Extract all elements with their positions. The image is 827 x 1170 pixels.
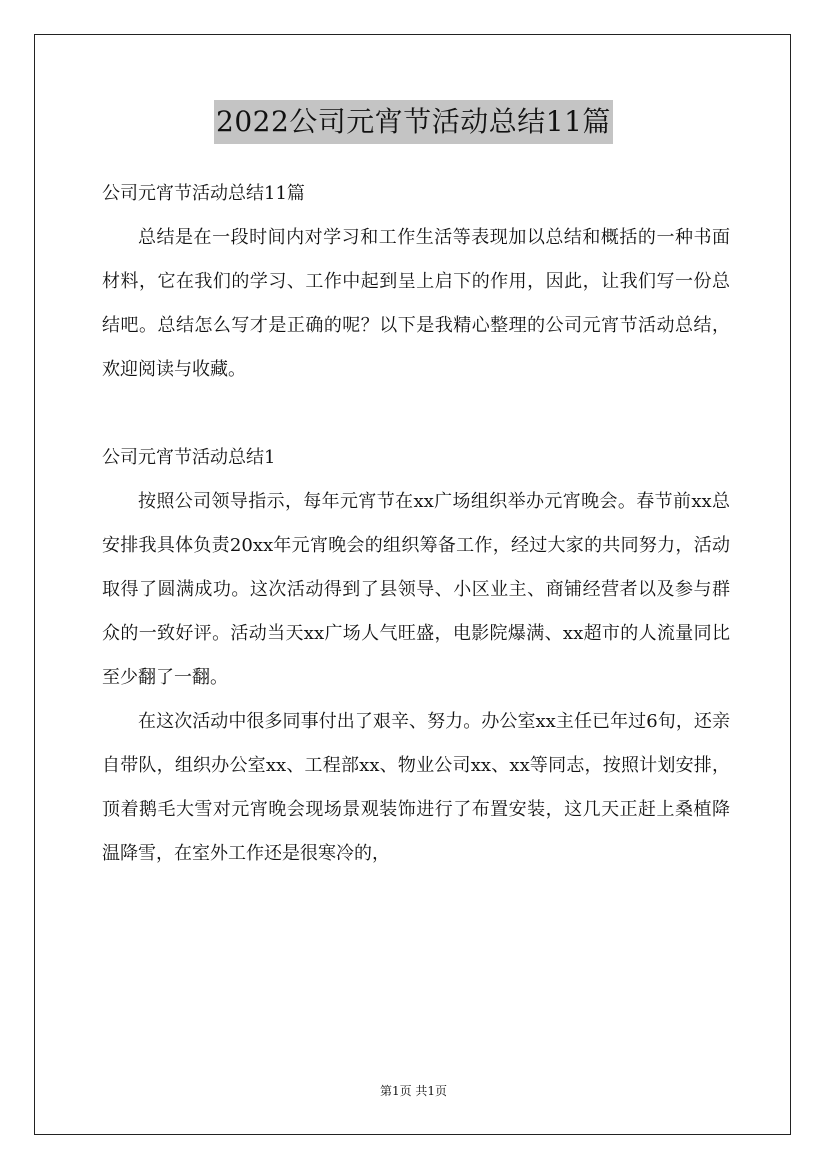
body-paragraph-2: 在这次活动中很多同事付出了艰辛、努力。办公室xx主任已年过6旬，还亲自带队，组织办公室xx、工程部xx、物业公司xx、xx等同志，按照计划安排，顶着鹅毛大雪对元宵晚会现场景观装饰进行了布置安装，这几天正赶上桑植降温降雪，在室外工作还是很寒冷的， <box>102 711 730 864</box>
section-heading: 公司元宵节活动总结1 <box>102 447 276 468</box>
page-number-label: 第1页 共1页 <box>379 1084 448 1098</box>
document-body <box>102 172 730 876</box>
page-footer <box>0 1083 827 1099</box>
document-subtitle: 公司元宵节活动总结11篇 <box>102 183 305 204</box>
intro-paragraph: 总结是在一段时间内对学习和工作生活等表现加以总结和概括的一种书面材料，它在我们的学习、工作中起到呈上启下的作用，因此，让我们写一份总结吧。总结怎么写才是正确的呢？以下是我精心整理的公司元宵节活动总结，欢迎阅读与收藏。 <box>102 227 730 380</box>
body-paragraph-1: 按照公司领导指示，每年元宵节在xx广场组织举办元宵晚会。春节前xx总安排我具体负责20xx年元宵晚会的组织筹备工作，经过大家的共同努力，活动取得了圆满成功。这次活动得到了县领导、小区业主、商铺经营者以及参与群众的一致好评。活动当天xx广场人气旺盛，电影院爆满、xx超市的人流量同比至少翻了一翻。 <box>102 491 730 688</box>
document-title-wrap <box>0 100 827 144</box>
section-spacer <box>102 392 730 436</box>
document-title: 2022公司元宵节活动总结11篇 <box>214 100 613 144</box>
